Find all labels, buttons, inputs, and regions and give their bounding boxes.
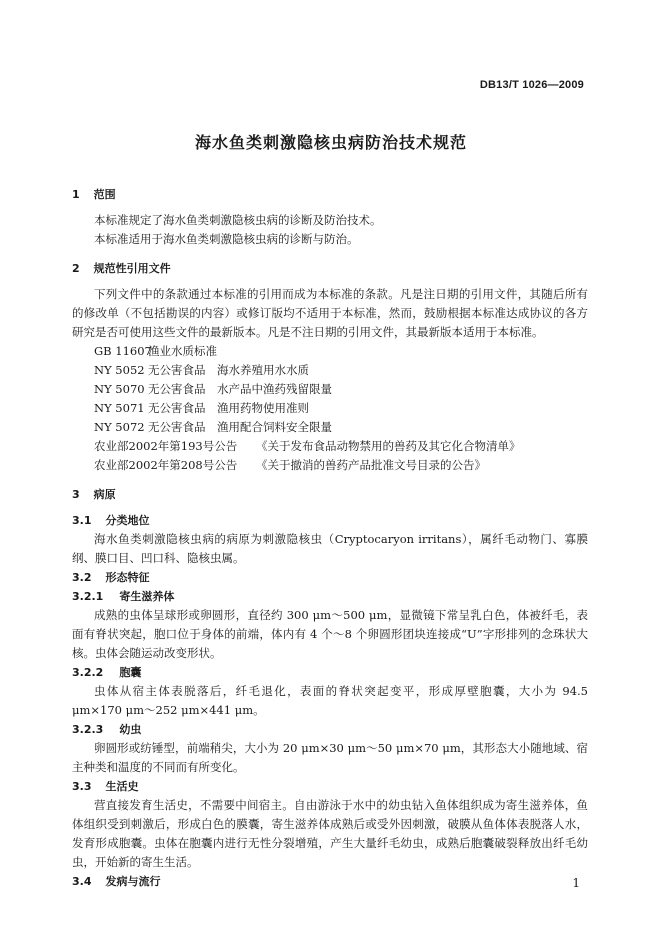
subsection-number: 3.3 [72, 780, 92, 793]
references-intro: 下列文件中的条款通过本标准的引用而成为本标准的条款。凡是注日期的引用文件，其随后所有的修改单（不包括勘误的内容）或修订版均不适用于本标准，然而，鼓励根据本标准达成协议的各方研究是否可使用这些文件的最新版本。凡是不注日期的引用文件，其最新版本适用于本标准。 [72, 287, 588, 339]
reference-title: 无公害食品 水产品中渔药残留限量 [148, 382, 332, 396]
scope-paragraph-2: 本标准适用于海水鱼类刺激隐核虫病的诊断与防治。 [94, 232, 359, 246]
reference-item [94, 399, 588, 418]
page-number: 1 [572, 876, 580, 890]
reference-code: NY 5070 [94, 382, 145, 396]
reference-code: NY 5052 [94, 363, 145, 377]
life-cycle-paragraph: 营直接发育生活史，不需要中间宿主。自由游泳于水中的幼虫钻入鱼体组织成为寄生滋养体，鱼体组织受到刺激后，形成白色的膜囊，寄生滋养体成熟后或受外因刺激，破膜从鱼体体表脱落人水，发育形成胞囊。虫体在胞囊内进行无性分裂增殖，产生大量纤毛幼虫，成熟后胞囊破裂释放出纤毛幼虫，开始新的寄生生活。 [72, 798, 588, 869]
subsection-title: 形态特征 [105, 571, 150, 584]
reference-title: 《关于撤消的兽药产品批准文号目录的公告》 [256, 458, 486, 472]
reference-title: 无公害食品 海水养殖用水水质 [148, 363, 309, 377]
section-number: 1 [72, 188, 80, 201]
reference-item [94, 342, 588, 361]
subsection-title: 幼虫 [119, 723, 142, 736]
section-2-heading [72, 259, 588, 278]
scope-paragraph-1: 本标准规定了海水鱼类刺激隐核虫病的诊断及防治技术。 [94, 213, 382, 227]
subsection-3-2-2-heading [72, 663, 588, 682]
section-1-heading [72, 185, 588, 204]
trophont-paragraph: 成熟的虫体呈球形或卵圆形，直径约 300 μm～500 μm，显微镜下常呈乳白色，体被纤毛，表面有脊状突起，胞口位于身体的前端，体内有 4 个～8 个卵圆形团块连接成“U”字形排列的念珠状大核。虫体会随运动改变形状。 [72, 608, 588, 660]
reference-code: NY 5072 [94, 420, 145, 434]
subsection-number: 3.1 [72, 514, 92, 527]
subsection-number: 3.2.3 [72, 723, 104, 736]
section-title: 病原 [93, 488, 116, 501]
subsection-number: 3.2.2 [72, 666, 104, 679]
subsection-number: 3.2.1 [72, 590, 104, 603]
subsection-title: 寄生滋养体 [119, 590, 175, 603]
subsection-3-4-heading [72, 872, 588, 891]
subsection-3-1-heading [72, 511, 588, 530]
reference-code: 农业部2002年第208号公告 [94, 458, 238, 472]
subsection-number: 3.2 [72, 571, 92, 584]
section-title: 范围 [93, 188, 116, 201]
subsection-title: 生活史 [105, 780, 139, 793]
subsection-3-2-1-heading [72, 587, 588, 606]
document-title: 海水鱼类刺激隐核虫病防治技术规范 [194, 133, 467, 152]
reference-title: 《关于发布食品动物禁用的兽药及其它化合物清单》 [256, 439, 521, 453]
reference-item [94, 456, 588, 475]
reference-item [94, 418, 588, 437]
subsection-3-2-heading [72, 568, 588, 587]
reference-code: GB 11607 [94, 344, 152, 358]
reference-code: 农业部2002年第193号公告 [94, 439, 238, 453]
reference-code: NY 5071 [94, 401, 145, 415]
reference-item [94, 437, 588, 456]
larva-paragraph: 卵圆形或纺锤型，前端稍尖，大小为 20 μm×30 μm～50 μm×70 μm，其形态大小随地域、宿主种类和温度的不同而有所变化。 [72, 741, 588, 774]
section-3-heading [72, 485, 588, 504]
section-number: 2 [72, 262, 80, 275]
cyst-paragraph: 虫体从宿主体表脱落后，纤毛退化，表面的脊状突起变平，形成厚壁胞囊，大小为 94.5 μm×170 μm～252 μm×441 μm。 [72, 684, 588, 717]
reference-list [72, 342, 588, 475]
document-body [72, 185, 588, 891]
reference-title: 无公害食品 渔用药物使用准则 [148, 401, 309, 415]
subsection-3-2-3-heading [72, 720, 588, 739]
subsection-number: 3.4 [72, 875, 92, 888]
reference-item [94, 380, 588, 399]
subsection-3-3-heading [72, 777, 588, 796]
classification-paragraph: 海水鱼类刺激隐核虫病的病原为刺激隐核虫（Cryptocaryon irritans），属纤毛动物门、寡膜纲、膜口目、凹口科、隐核虫属。 [72, 532, 588, 565]
subsection-title: 分类地位 [105, 514, 150, 527]
standard-code: DB13/T 1026—2009 [479, 79, 584, 91]
section-title: 规范性引用文件 [93, 262, 171, 275]
reference-item [94, 361, 588, 380]
reference-title: 无公害食品 渔用配合饲料安全限量 [148, 420, 332, 434]
reference-title: 渔业水质标准 [148, 344, 217, 358]
subsection-title: 胞囊 [119, 666, 142, 679]
section-number: 3 [72, 488, 80, 501]
subsection-title: 发病与流行 [105, 875, 161, 888]
